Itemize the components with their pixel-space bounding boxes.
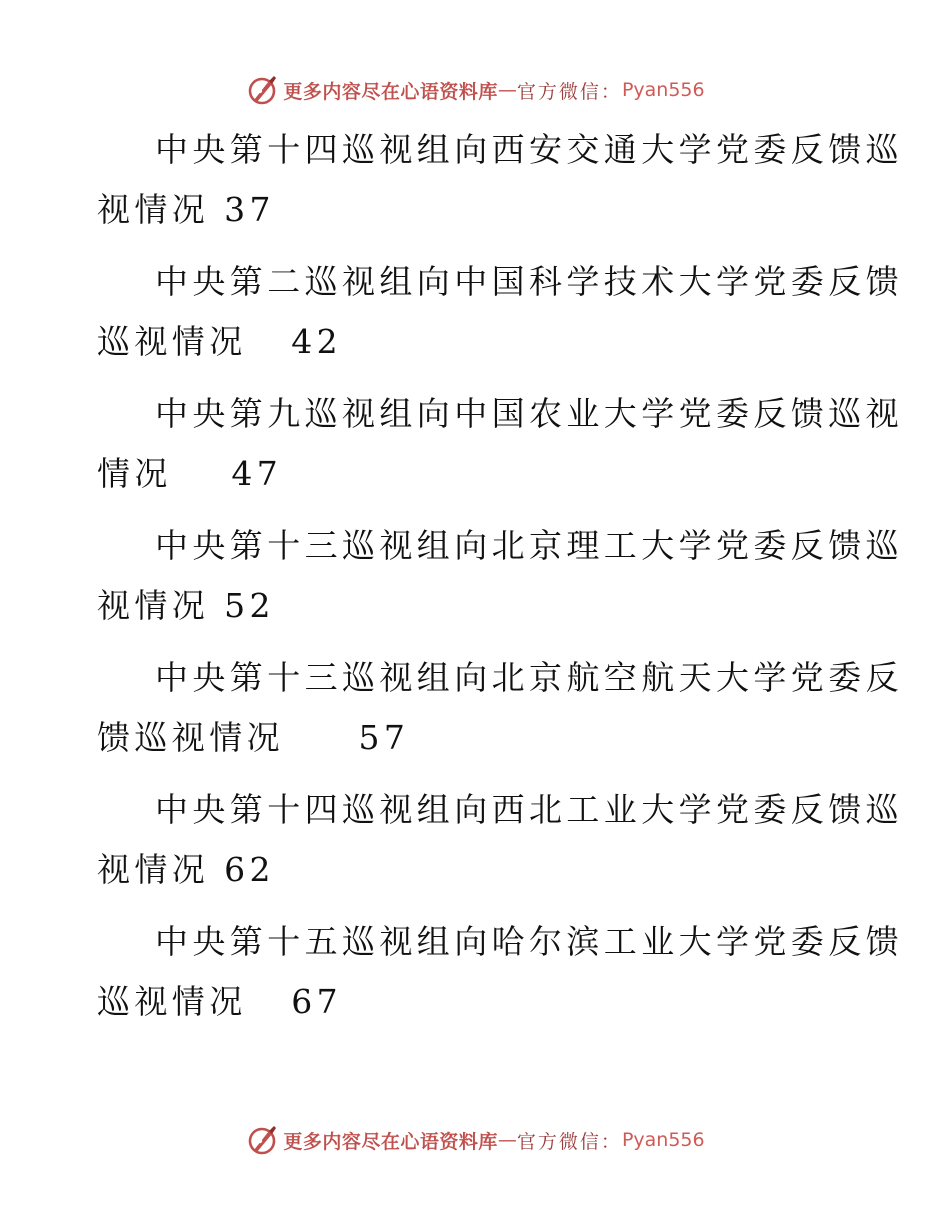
toc-entry-title-cont-page: 视情况 62 [97,850,275,889]
brand-name: 更多内容尽在心语资料库 [283,80,498,103]
separator-dash: — [497,1129,517,1151]
toc-entry-title: 中央第九巡视组向中国农业大学党委反馈巡视 [155,394,903,433]
toc-entry-title-cont-page: 视情况 52 [97,586,275,625]
page-header-watermark [0,70,950,110]
toc-entry-title-cont-page: 巡视情况 42 [97,322,343,361]
wechat-label: 官方微信： [516,1130,622,1153]
toc-entry-6[interactable] [97,776,903,908]
toc-entry-title: 中央第十四巡视组向西安交通大学党委反馈巡 [155,130,903,169]
toc-entry-title-cont-page: 情况 47 [97,454,283,493]
toc-entry-title-cont-page: 馈巡视情况 57 [97,718,410,757]
brand-name: 更多内容尽在心语资料库 [283,1130,498,1153]
wechat-label: 官方微信： [516,80,622,103]
toc-entry-4[interactable] [97,512,903,644]
toc-entry-7[interactable] [97,908,903,1040]
toc-entry-title: 中央第十四巡视组向西北工业大学党委反馈巡 [155,790,903,829]
quill-pen-circle-icon [245,1123,279,1157]
separator-dash: — [497,79,517,101]
toc-entry-title: 中央第二巡视组向中国科学技术大学党委反馈 [155,262,903,301]
toc-entry-title-cont-page: 巡视情况 67 [97,982,343,1021]
toc-entry-2[interactable] [97,248,903,380]
toc-entry-title: 中央第十三巡视组向北京航空航天大学党委反 [155,658,903,697]
wechat-id: Pyan556 [621,79,705,101]
toc-entry-title-cont-page: 视情况 37 [97,190,275,229]
table-of-contents [97,116,903,1040]
toc-entry-5[interactable] [97,644,903,776]
wechat-id: Pyan556 [621,1129,705,1151]
quill-pen-circle-icon [245,73,279,107]
toc-entry-3[interactable] [97,380,903,512]
toc-entry-title: 中央第十五巡视组向哈尔滨工业大学党委反馈 [155,922,903,961]
toc-entry-title: 中央第十三巡视组向北京理工大学党委反馈巡 [155,526,903,565]
toc-entry-1[interactable] [97,116,903,248]
page-footer-watermark [0,1120,950,1160]
